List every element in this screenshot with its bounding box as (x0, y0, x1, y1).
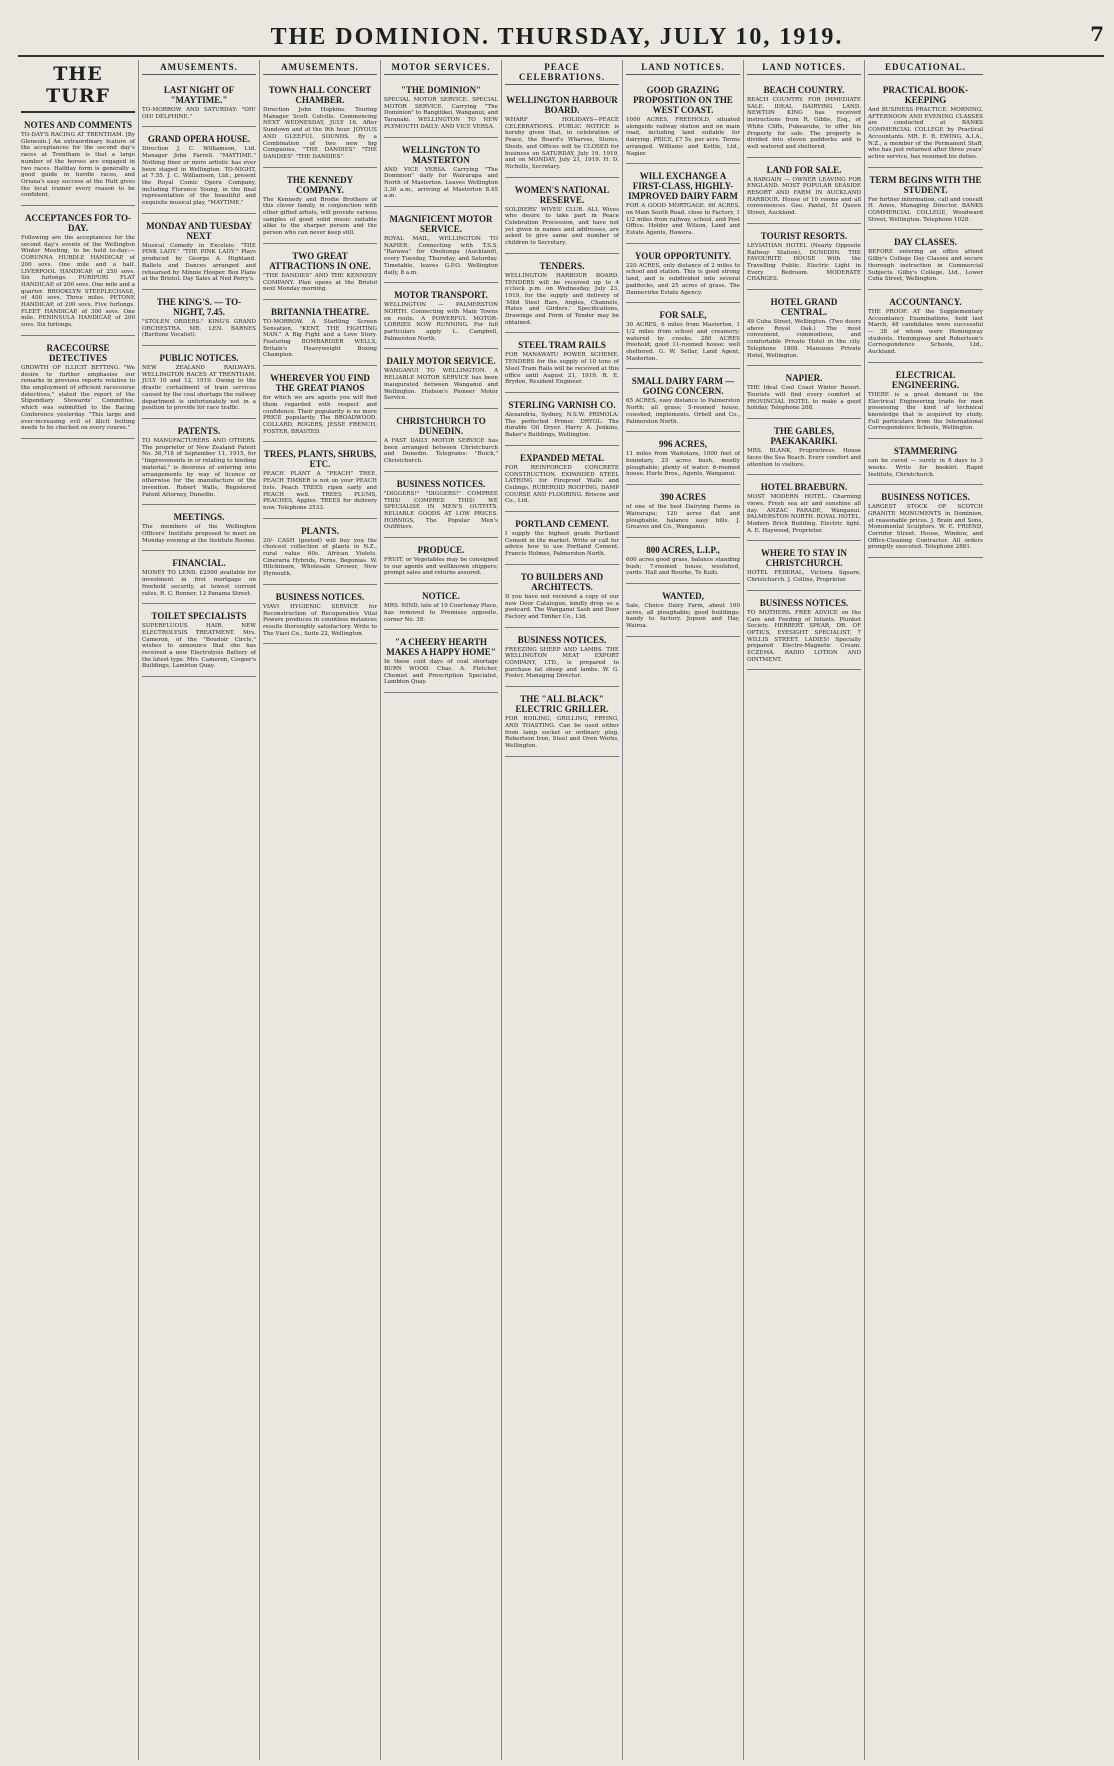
article (626, 369, 740, 432)
article-heading: TENDERS. (539, 260, 585, 271)
article-body: PEACH PLANT A "PEACH" TREE. PEACH TIMBER is not on your PEACH lists. Peach TREES ripen early and PEACH well. TREES PLUMS, PEACHES, Apples. TREES for delivery now. Telephone 2533. (263, 471, 377, 511)
article-heading: "THE DOMINION" (400, 85, 482, 95)
article (21, 206, 135, 336)
article-body: FOR REINFORCED CONCRETE CONSTRUCTION. EXPANDED STEEL LATHING for Fireproof Walls and Ceilings. RUBEROID ROOFING, DAMP COURSE AND FLOORING. Briscoe and Co., Ltd. (505, 464, 619, 505)
article (868, 439, 983, 485)
column-heading: LAND NOTICES. (626, 60, 740, 75)
article-body: SPECIAL MOTOR SERVICE. SPECIAL MOTOR SERVICE. Carrying "The Dominion" to Rangitikei, Wanganui, and Taranaki. WELLINGTON TO NEW PLYMOUTH DAILY; AND VICE VERSA. (384, 97, 498, 130)
article-body: TO-DAY'S RACING AT TRENTHAM. [By Gleneoin.] An extraordinary feature of the acceptances for the second day's races at Trentham is that a large number of the horses are engaged in two races. Halfday form is generally a good guide in hurdle races, and Oriana's easy success at the Hutt gives the local trainer every reason to be confident. (21, 132, 135, 199)
article-body: "DIGGERS!" "DIGGERS!" COMPREE THIS! COMPREE THIS! WE SPECIALISE IN MEN'S OUTFITS. RELIABLE GOODS AT LOW PRICES. HORNIGS, The Popular Men's Outfitters. (384, 490, 498, 531)
column-peace (502, 60, 623, 1760)
article-heading: BRITANNIA THEATRE. (270, 306, 370, 317)
article-body: BEFORE entering an office attend Gilby's College Day Classes and secure thorough instruction in Commercial Subjects. Gilby's College, Ltd., Lower Cuba Street, Wellington. (868, 249, 983, 283)
article-body: FOR BOILING, GRILLING, FRYING, AND TOASTING. Can be used either from lamp socket or ordinary plug. Robertson Iron, Steel and Oven Works, Wellington. (505, 716, 619, 749)
article-body: LEVIATHAN HOTEL (Nearly Opposite Railway Station), DUNEDIN. THE FAVOURITE HOUSE With the Travelling Public. Electric Light in Every Bedroom. MODERATE CHARGES. (747, 242, 861, 283)
article (626, 244, 740, 304)
article-body: 600 acres good grass, balance standing bush; 7-roomed house, woolshed, yards. Hall and Bourke, Te Kuiti. (626, 556, 740, 577)
article-body: FRUIT, or Vegetables may be consigned to our agents and wellknown shippers; prompt sales and returns assured. (384, 557, 498, 577)
article (868, 363, 983, 439)
article-heading: 390 ACRES (660, 492, 706, 503)
article (384, 349, 498, 409)
column-heading: LAND NOTICES. (747, 60, 861, 75)
masthead (0, 22, 1114, 52)
article (626, 584, 740, 637)
article-heading: HOTEL GRAND CENTRAL. (770, 297, 838, 318)
article-heading: DAY CLASSES. (894, 237, 957, 248)
column-land-1 (623, 60, 744, 1760)
article-heading: TO BUILDERS AND ARCHITECTS. (520, 571, 604, 592)
columns (18, 60, 1106, 1760)
article (21, 113, 135, 206)
article-body: "THE DANDIES" AND THE KENNEDY COMPANY. Plan opens at the Bristol next Monday morning. (263, 272, 377, 293)
article-heading: WHEREVER YOU FIND THE GREAT PIANOS (270, 373, 370, 394)
article (505, 446, 619, 512)
article-heading: PUBLIC NOTICES. (159, 353, 239, 364)
article (263, 78, 377, 168)
article-body: MOST MODERN HOTEL. Charming views. Fresh sea air and sunshine all day. ANZAC PARADE, Wanganui. PALMERSTON NORTH. ROYAL HOTEL, Modern Brick Building. Electric light. A. E. Haywood, Proprietor. (747, 494, 861, 534)
article-heading: FINANCIAL. (172, 558, 226, 569)
article-heading: SMALL DAIRY FARM — GOING CONCERN. (631, 376, 735, 397)
article-body: For further information, call and consult H. Amos, Managing Director, BANKS COMMERCIAL COLLEGE, Woodward Street, Wellington. Telephone 1028. (868, 196, 983, 223)
article (868, 290, 983, 363)
article-heading: NOTES AND COMMENTS (23, 120, 132, 130)
article-body: I supply the highest grade Portland Cement in the market. Write or call for advice how to use Portland Cement. Francis Holmes, Palmerston North. (505, 531, 619, 558)
article (384, 409, 498, 472)
article-heading: MOTOR TRANSPORT. (394, 290, 488, 301)
article-heading: CHRISTCHURCH TO DUNEDIN. (396, 415, 486, 436)
column-amusements-1 (139, 60, 260, 1760)
article-body: MRS. BLANK, Proprietress. House faces the Sea Beach. Every comfort and attention to visitors. (747, 448, 861, 468)
article (868, 168, 983, 231)
article (747, 541, 861, 590)
article-heading: MAGNIFICENT MOTOR SERVICE. (389, 214, 493, 235)
article-heading: PATENTS. (177, 425, 221, 436)
article-body: MONEY TO LEND. £2500 available for investment in first mortgage on freehold security, at lowest current rates. R. C. Renner, 12 Panama Street. (142, 570, 256, 597)
article-body: WHARF HOLIDAYS—PEACE CELEBRATIONS. PUBLIC NOTICE is hereby given that, in celebration of Peace, the Board's Wharves, Stores, Sheds, and Offices will be CLOSED for business on SATURDAY, July 19, 1919, and on MONDAY, July 21, 1919. H. D. Nicholls, Secretary. (505, 117, 619, 170)
article-body: LARGEST STOCK OF SCOTCH GRANITE MONUMENTS in Dominion, at reasonable prices. J. Brain and Sons, Monumental Sculptors. W. E. FRIEND, Corridor Street. House, Window, and Office-Cleaning Contractor. All orders promptly executed. Telephone 2881. (868, 504, 983, 551)
column-heading: AMUSEMENTS. (263, 60, 377, 75)
column-educational (865, 60, 986, 1760)
article-heading: STERLING VARNISH CO. (508, 399, 616, 410)
article-body: HOTEL FEDERAL, Victoria Square, Christchurch. J. Collins, Proprietor. (747, 570, 861, 584)
article (626, 78, 740, 164)
article-body: TO MOTHERS. FREE ADVICE on the Care and Feeding of Infants. Plunket Society. HERBERT SPEAR, DR. OF OPTICS, EYESIGHT SPECIALIST, 7 WILLIS STREET. LADIES! Specially prepared Electro-Magnetic Cream. ECZEMA. RADIO LOTION AND OINTMENT. (747, 609, 861, 663)
article (505, 687, 619, 757)
article-heading: NAPIER. (785, 373, 823, 384)
article-heading: TREES, PLANTS, SHRUBS, ETC. (263, 449, 377, 470)
article-heading: LAST NIGHT OF "MAYTIME." (163, 85, 235, 105)
article (505, 628, 619, 688)
article-body: 65 ACRES, easy distance to Palmerston North; all grass; 5-roomed house, cowshed, implements. Orbell and Co., Palmerston North. (626, 398, 740, 425)
article (142, 551, 256, 604)
article (747, 78, 861, 158)
article-heading: THE KING'S. — TO-NIGHT, 7.45. (156, 296, 242, 317)
article (142, 78, 256, 127)
article (505, 333, 619, 393)
column-amusements-2 (260, 60, 381, 1760)
article-body: AND VICE VERSA. Carrying "The Dominion" daily for Wairarapa and North of Masterton. Leaves Wellington 3.30 a.m., arriving at Masterton 8.45 a.m. (384, 166, 498, 200)
article (505, 178, 619, 254)
article (747, 224, 861, 290)
article (505, 565, 619, 628)
article-body: A FAST DAILY MOTOR SERVICE has been arranged between Christchurch and Dunedin. Telegrams: "Buick," Christchurch. (384, 437, 498, 465)
article-body: THE Ideal Cool Coast Winter Resort. Tourists will find every comfort at PROVINCIAL HOTEL to make a good holiday. Telephone 268. (747, 385, 861, 412)
article-body: 11 miles from Waitotara, 1000 feet of boundary, 25 acres bush, mostly ploughable; plenty of water; 6-roomed house. Hurle Bros., Agents, Wanganui. (626, 451, 740, 478)
article-heading: DAILY MOTOR SERVICE. (386, 356, 496, 367)
article-heading: STAMMERING (893, 446, 958, 457)
article-heading: 996 ACRES, (658, 439, 707, 450)
article-body: Direction J. C. Williamson, Ltd. Manager John Farrell. "MAYTIME." Nothing finer or more artistic has ever been staged in Wellington. TO-NIGHT, at 7.55. J. C. Williamson, Ltd., present the Royal Comic Opera Company, including Florence Young, in the final representation of the beautiful and exquisite musical play, "MAYTIME." (142, 146, 256, 207)
article-heading: ELECTRICAL ENGINEERING. (891, 369, 960, 390)
article-body: WELLINGTON HARBOUR BOARD. TENDERS will be received up to 4 o'clock p.m. on Wednesday, July 23, 1919, for the supply and delivery of 'Mild Steel Bars, Angles, Channels, Plates and Girders.' Specifications, Drawings and Form of Tender may be obtained. (505, 272, 619, 326)
article-heading: PORTLAND CEMENT. (515, 519, 609, 530)
article (384, 138, 498, 208)
article-body: "STOLEN ORDERS." KING'S GRAND ORCHESTRA. MR. LEN. BARNES (Baritone Vocalist). (142, 318, 256, 339)
article-body: 220 ACRES, only distance of 2 miles to school and station. This is good strong land, and is subdivided into several paddocks, and 25 acres of grass. The Dannevirke Estate Agency. (626, 262, 740, 296)
article-body: 30 ACRES, 6 miles from Masterton, 1 1/2 miles from school and creamery; watered by creeks. 280 ACRES freehold; good 11-roomed house; well sheltered. G. W. Sellar, Land Agent, Masterton. (626, 322, 740, 362)
article-body: THE PROOF. AT the Supplementary Accountancy Examinations, held last March, 48 candidates were successful — 38 of whom were Hemingway students. Hemingway and Robertson's Correspondence Schools, Ltd., Auckland. (868, 308, 983, 356)
article-body: ROYAL MAIL, WELLINGTON TO NAPIER. Connecting with T.S.S. "Rarawa" for Onehunga (Auckland), every Tuesday, Thursday, and Saturday. Timetable, leaves G.P.O. Wellington daily, 8 a.m. (384, 236, 498, 276)
article-body: WELLINGTON — PALMERSTON NORTH. Connecting with Main Towns en route. A POWERFUL MOTOR-LORRIES NOW RUNNING. For full particulars apply L. Campbell, Palmerston North. (384, 302, 498, 342)
article-body: VIAVI HYGIENIC SERVICE for Reconstruction of Recuperative Vital Powers produces in countless instances results thoroughly satisfactory. Write to The Viavi Co., Suite 22, Wellington. (263, 603, 377, 637)
article-heading: RACECOURSE DETECTIVES (46, 342, 110, 363)
article-body: Following are the acceptances for the second day's events of the Wellington Winter Meeting, to be held to-day:— CORUNNA HURDLE HANDICAP, of 200 sovs. One mile and a half. LIVERPOOL HANDICAP, of 250 sovs. Six furlongs. PURIPURI FLAT HANDICAP, of 200 sovs. One mile and a quarter. BROOKLYN STEEPLECHASE, of 400 sovs. Three miles. PETONE HANDICAP, of 200 sovs. Five furlongs. FLEET HANDICAP, of 300 sovs. One mile. PENINSULA HANDICAP, of 200 sovs. Six furlongs. (21, 235, 135, 329)
article (384, 207, 498, 283)
column-heading: THE TURF (21, 60, 135, 113)
article (142, 346, 256, 419)
article (747, 419, 861, 475)
article-heading: BUSINESS NOTICES. (881, 492, 970, 503)
article-heading: WELLINGTON TO MASTERTON (401, 144, 481, 165)
article (21, 336, 135, 439)
article-heading: WOMEN'S NATIONAL RESERVE. (514, 184, 610, 205)
article-heading: WHERE TO STAY IN CHRISTCHURCH. (760, 548, 848, 569)
column-turf (18, 60, 139, 1760)
article (142, 505, 256, 551)
article-body: TO-MORROW. A Startling Screen Sensation, "KENT, THE FIGHTING MAN." A Big Fight and a Love Story. Featuring BOMBARDIER WELLS, Britain's Heavyweight Boxing Champion. (263, 318, 377, 359)
article-heading: TOURIST RESORTS. (760, 230, 848, 241)
article-heading: FOR SALE, (659, 310, 707, 321)
article (142, 290, 256, 346)
article-heading: THE KENNEDY COMPANY. (286, 174, 354, 195)
article-heading: "A CHEERY HEARTH MAKES A HAPPY HOME" (386, 637, 496, 658)
article-heading: THE GABLES, PAEKAKARIKI. (770, 426, 838, 447)
article (868, 485, 983, 558)
article-heading: ACCEPTANCES FOR TO-DAY. (24, 213, 131, 234)
article-heading: NOTICE. (422, 591, 460, 602)
article (505, 512, 619, 565)
article-body: NEW ZEALAND RAILWAYS. WELLINGTON RACES AT TRENTHAM. JULY 10 and 12, 1919. Owing to the drastic curtailment of train services caused by the coal shortage the railway department is unfortunately not in a position to provide for race traffic. (142, 365, 256, 412)
article (384, 78, 498, 138)
article (747, 158, 861, 224)
article-body: 20/- CASH (posted) will buy you the choicest collection of plants in N.Z., rural value 60s. African Violets, Cineraria Hybrids, Ferns, Begonias. W. Hitchinson, Wholesale Grower, New Plymouth. (263, 537, 377, 578)
article-heading: BUSINESS NOTICES. (759, 597, 849, 608)
article-body: TO-MORROW AND SATURDAY: "OH! OH! DELPHINE." (142, 107, 256, 120)
article (384, 630, 498, 693)
article-heading: STEEL TRAM RAILS (518, 340, 606, 351)
column-heading: PEACE CELEBRATIONS. (505, 60, 619, 85)
article-body: Direction John Hopkins. Touring Manager Scott Colville. Commencing NEXT WEDNESDAY, JULY 16. After Sundown and at the 9th hour. JOYOUS AND GLEEFUL SOUNDS. By a Combination of two new big Companies. "THE DANDIES" "THE DANDIES" "THE DANDIES". (263, 107, 377, 160)
article-body: 49 Cuba Street, Wellington. (Two doors above Royal Oak.) The most convenient, commodious, and comfortable Private Hotel in the city. Telephone 1808. Mansions Private Hotel, Wellington. (747, 319, 861, 359)
article (505, 88, 619, 178)
article-body: 1000 ACRES, FREEHOLD, situated alongside railway station and on main road, including land suitable for dairying. PRICE, £7 5s. per acre. Terms arranged. Williams and Kettle, Ltd., Napier. (626, 117, 740, 157)
article (747, 475, 861, 541)
article-body: A BARGAIN — OWNER LEAVING FOR ENGLAND. MOST POPULAR SEASIDE RESORT AND FARM IN AUCKLAND HARBOUR. House of 10 rooms and all conveniences. Geo. Paxtel, 51 Queen Street, Auckland. (747, 176, 861, 217)
article-body: Alexandria, Sydney, N.S.W. PRIMOLA: The perfected Primer. DRYOL: The durable Oil Dryer. Harry A. Jenkins, Baker's Buildings, Wellington. (505, 411, 619, 439)
article (626, 303, 740, 369)
article (626, 164, 740, 244)
article (505, 254, 619, 334)
article-heading: TOWN HALL CONCERT CHAMBER. (268, 85, 372, 105)
article-heading: BUSINESS NOTICES. (396, 478, 486, 489)
article (142, 214, 256, 290)
article-heading: PRODUCE. (417, 545, 465, 556)
article-heading: WELLINGTON HARBOUR BOARD. (506, 95, 618, 115)
article-heading: MEETINGS. (173, 512, 225, 523)
masthead-title: THE DOMINION. THURSDAY, JULY 10, 1919. (270, 23, 844, 50)
article-body: can be cured — surely in 8 days to 3 weeks. Write for booklet. Rapid Institute, Christchurch. (868, 458, 983, 478)
column-heading: MOTOR SERVICES. (384, 60, 498, 75)
article (868, 230, 983, 290)
article-body: Musical Comedy in Excelsis: "THE PINK LADY." "THE PINK LADY." Plays produced by George A. Highland. Ballets and Dances arranged and rehearsed by Minnie Hooper. Box Plans at the Bristol. Day Sales at Ned Perry's. (142, 242, 256, 283)
article-heading: BUSINESS NOTICES. (517, 634, 607, 645)
article (263, 366, 377, 442)
article-body: GROWTH OF ILLICIT BETTING. "We desire to further emphasise our remarks in previous reports relative to the employment of efficient racecourse detectives," stated the report of the Stipendiary Stewards' Committee, which was submitted to the Racing Conference yesterday. "This large and ever-increasing evil of illicit betting needs to be checked on every course." (21, 364, 135, 432)
article-body: FREEZING SHEEP AND LAMBS. THE WELLINGTON MEAT EXPORT COMPANY, LTD., is prepared to purchase fat sheep and lambs. W. G. Foster, Managing Director. (505, 646, 619, 680)
article-body: of one of the best Dairying Farms in Wairarapa; 120 acres flat and ploughable, balance easy hills. J. Greaves and Co., Wanganui. (626, 504, 740, 531)
article-body: If you have not received a copy of our new Door Catalogue, kindly drop us a postcard. The Wanganui Sash and Door Factory and Timber Co., Ltd. (505, 593, 619, 620)
article-heading: GRAND OPERA HOUSE. (147, 134, 251, 145)
article (263, 168, 377, 244)
article-body: THERE is a great demand in the Electrical Engineering trade for men possessing the kind of technical knowledge that is acquired by study. Full particulars from the International Correspondence Schools, Wellington. (868, 391, 983, 432)
article-body: WANGANUI TO WELLINGTON. A RELIABLE MOTOR SERVICE has been inaugurated between Wanganui and Wellington. Hudson's Pioneer Motor Service. (384, 368, 498, 402)
article (263, 442, 377, 518)
article-heading: MONDAY AND TUESDAY NEXT (146, 220, 252, 241)
page-number: 7 (1090, 22, 1104, 46)
article (626, 432, 740, 485)
article (142, 419, 256, 505)
article-body: TO MANUFACTURERS AND OTHERS. The proprietor of New Zealand Patent No. 36,718 of September 11, 1915, for "Improvements in or relating to binding material," is desirous of entering into arrangements by way of licence or otherwise for the manufacture of the invention. Robert Walls, Registered Patent Attorney, Dunedin. (142, 437, 256, 498)
article-heading: EXPANDED METAL (520, 452, 604, 463)
article-body: SUPERFLUOUS HAIR. NEW ELECTROLYSIS TREATMENT. Mrs. Cameron, of the "Boudoir Circle," wishes to announce that she has received a new Electrolysis Battery of the latest type. Mrs. Cameron, Cooper's Buildings, Lambton Quay. (142, 623, 256, 670)
article-heading: TOILET SPECIALISTS (151, 611, 247, 622)
article-body: BEACH COUNTRY. FOR IMMEDIATE SALE. IDEAL DAIRYING LAND. NEWTON KING has received instructions from R. Gibbs, Esq., of White Cliffs, Pukearuhe, to offer his Property for sale. The property is divided into eleven paddocks and is well watered and sheltered. (747, 97, 861, 150)
article-body: The members of the Wellington Officers' Institute proposed to meet on Monday evening at the Institute Rooms. (142, 524, 256, 544)
article-heading: GOOD GRAZING PROPOSITION ON THE WEST COAST. (633, 85, 733, 115)
article (747, 591, 861, 671)
article (142, 127, 256, 213)
article-heading: THE "ALL BLACK" ELECTRIC GRILLER. (515, 694, 609, 715)
article-body: In these cold days of coal shortage BURN WOOD. Chas. A. Fletcher, Chemist and Prescription Specialist, Lambton Quay. (384, 659, 498, 686)
column-heading: EDUCATIONAL. (868, 60, 983, 75)
article-body: SOLDIERS' WIVES' CLUB. ALL Wives who desire to take part in Peace Celebration Procession, and have not yet given in names and addresses, are asked to give same and number of children to Secretary. (505, 206, 619, 247)
article-heading: LAND FOR SALE. (766, 164, 842, 175)
article-heading: HOTEL BRAEBURN. (760, 482, 848, 493)
article (142, 604, 256, 677)
article (263, 244, 377, 300)
article (868, 78, 983, 168)
article (384, 584, 498, 630)
article-body: The Kennedy and Brodie Brothers of this clever family, in conjunction with other gifted artists, will provide various samples of good solid music suitable alike to the sharper person and the person who can never keep still. (263, 196, 377, 237)
column-motor-services (381, 60, 502, 1760)
article-heading: TERM BEGINS WITH THE STUDENT. (869, 174, 982, 195)
article-body: for which we are agents you will find them regarded with respect and confidence. Their popularity is no mere PRICE popularity. The BROADWOOD, COLLARD, ROGERS, JESSE FRENCH, FOSTER, BRASTED. (263, 395, 377, 435)
article-heading: TWO GREAT ATTRACTIONS IN ONE. (269, 250, 371, 271)
article (263, 585, 377, 645)
article (626, 485, 740, 538)
column-land-2 (744, 60, 865, 1760)
column-heading: AMUSEMENTS. (142, 60, 256, 75)
article-heading: ACCOUNTANCY. (889, 296, 962, 307)
article-body: MRS. NIND, late of 19 Courtenay Place, has removed to Premises opposite, corner No. 38. (384, 603, 499, 623)
article (747, 290, 861, 366)
masthead-rule (18, 55, 1104, 57)
article (263, 300, 377, 366)
article-body: FOR A GOOD MORTGAGE. 60 ACRES, on Main South Road, close to Factory, 1 1/2 miles from railway, school, and Post Office. Holder and Wilson, Land and Estate Agents, Hawera. (626, 203, 740, 237)
article-heading: PLANTS. (301, 525, 339, 536)
article (384, 283, 498, 349)
article-heading: YOUR OPPORTUNITY. (634, 250, 732, 261)
article (747, 366, 861, 419)
article (384, 538, 498, 584)
article-heading: WANTED, (662, 591, 704, 602)
article-heading: BEACH COUNTRY. (763, 85, 845, 95)
article (263, 519, 377, 585)
article (384, 472, 498, 538)
article (505, 393, 619, 446)
article-heading: BUSINESS NOTICES. (275, 591, 365, 602)
article-heading: WILL EXCHANGE A FIRST-CLASS, HIGHLY-IMPROVED DAIRY FARM (628, 171, 738, 202)
article-body: Sale, Choice Dairy Farm, about 100 acres, all ploughable; good buildings; handy to factory. Jopson and Hay, Wairoa. (626, 603, 740, 630)
article-heading: PRACTICAL BOOK-KEEPING (882, 85, 969, 105)
article-heading: 800 ACRES, L.I.P., (646, 544, 720, 555)
article-body: FOR MANAWATU POWER SCHEME. TENDERS for the supply of 10 tons of Steel Tram Rails will be received at this office until August 21, 1919. R. E. Brydon, Resident Engineer. (505, 352, 619, 386)
article (626, 538, 740, 584)
article-body: And BUSINESS PRACTICE. MORNING, AFTERNOON AND EVENING CLASSES are conducted at BANKS COMMERCIAL COLLEGE by Practical Accountants. MR. E. R. EWING, A.I.A., N.Z., a member of the Permanent Staff, who has just returned after three years' active service, has resumed his duties. (868, 107, 983, 160)
